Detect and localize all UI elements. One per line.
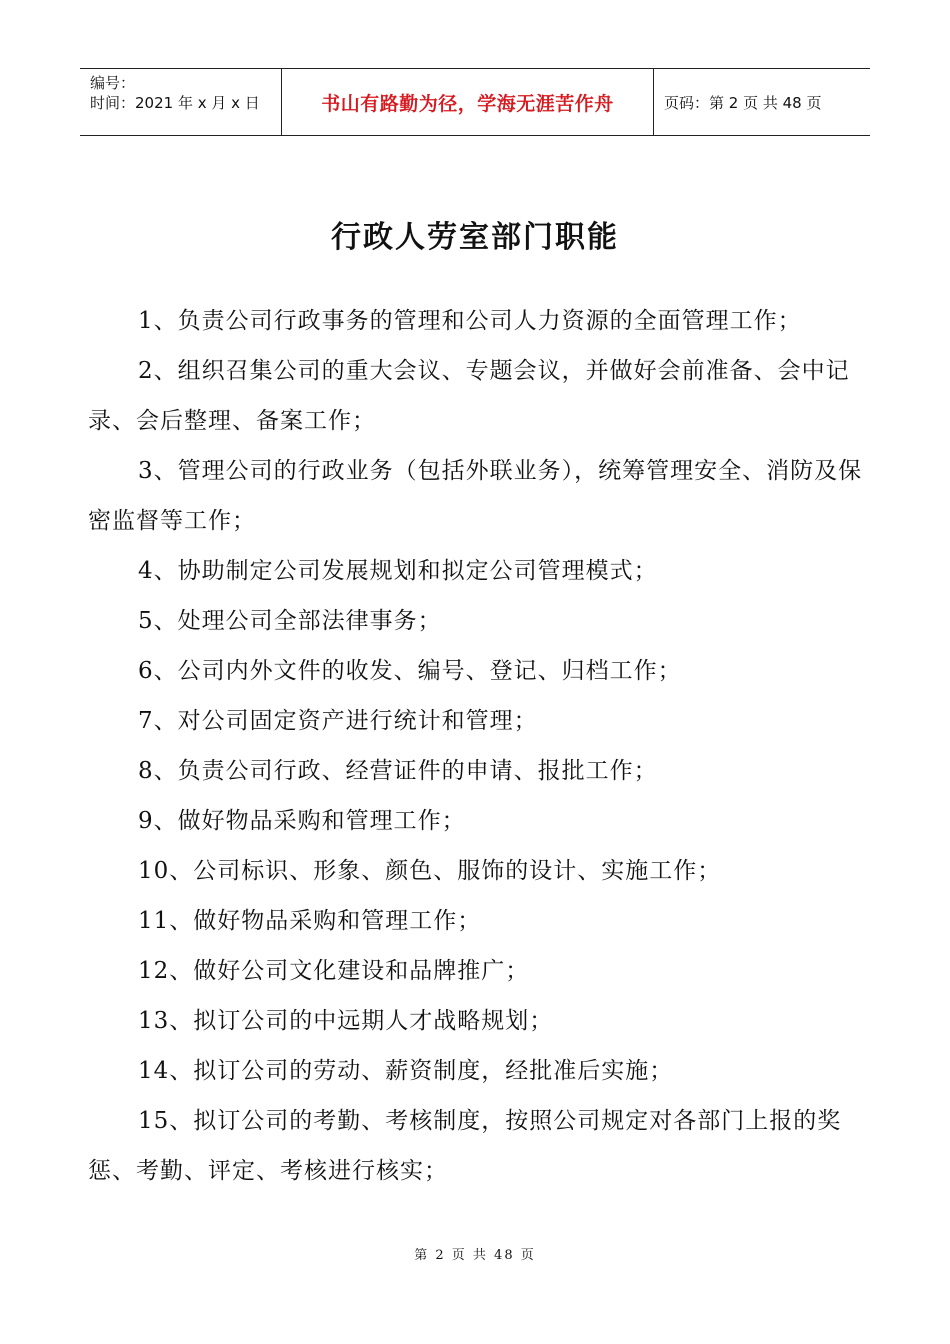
header-meta bbox=[80, 69, 282, 135]
paragraph: 5、处理公司全部法律事务； bbox=[138, 608, 442, 634]
page-header bbox=[80, 68, 870, 136]
page-footer: 第 2 页 共 48 页 bbox=[414, 1248, 536, 1263]
header-motto: 书山有路勤为径，学海无涯苦作舟 bbox=[282, 69, 654, 135]
paragraph: 9、做好物品采购和管理工作； bbox=[138, 808, 466, 834]
paragraph: 7、对公司固定资产进行统计和管理； bbox=[138, 708, 538, 734]
paragraph: 15、拟订公司的考勤、考核制度，按照公司规定对各部门上报的奖惩、考勤、评定、考核进行核实； bbox=[88, 1108, 842, 1184]
document-number-label: 编号： bbox=[90, 74, 136, 92]
paragraph: 10、公司标识、形象、颜色、服饰的设计、实施工作； bbox=[138, 858, 722, 884]
paragraph: 12、做好公司文化建设和品牌推广； bbox=[138, 958, 530, 984]
document-title: 行政人劳室部门职能 bbox=[331, 220, 619, 255]
paragraph: 6、公司内外文件的收发、编号、登记、归档工作； bbox=[138, 658, 682, 684]
paragraph: 8、负责公司行政、经营证件的申请、报批工作； bbox=[138, 758, 658, 784]
document-date: 时间：2021 年 x 月 x 日 bbox=[90, 94, 260, 112]
paragraph: 1、负责公司行政事务的管理和公司人力资源的全面管理工作； bbox=[138, 308, 802, 334]
paragraph: 3、管理公司的行政业务（包括外联业务），统筹管理安全、消防及保密监督等工作； bbox=[88, 458, 863, 534]
paragraph: 2、组织召集公司的重大会议、专题会议，并做好会前准备、会中记录、会后整理、备案工作； bbox=[88, 358, 850, 434]
header-page-info: 页码：第 2 页 共 48 页 bbox=[664, 93, 822, 112]
paragraph: 13、拟订公司的中远期人才战略规划； bbox=[138, 1008, 554, 1034]
paragraph: 14、拟订公司的劳动、薪资制度，经批准后实施； bbox=[138, 1058, 674, 1084]
document-body bbox=[88, 296, 868, 1196]
paragraph: 11、做好物品采购和管理工作； bbox=[138, 908, 482, 934]
paragraph: 4、协助制定公司发展规划和拟定公司管理模式； bbox=[138, 558, 658, 584]
